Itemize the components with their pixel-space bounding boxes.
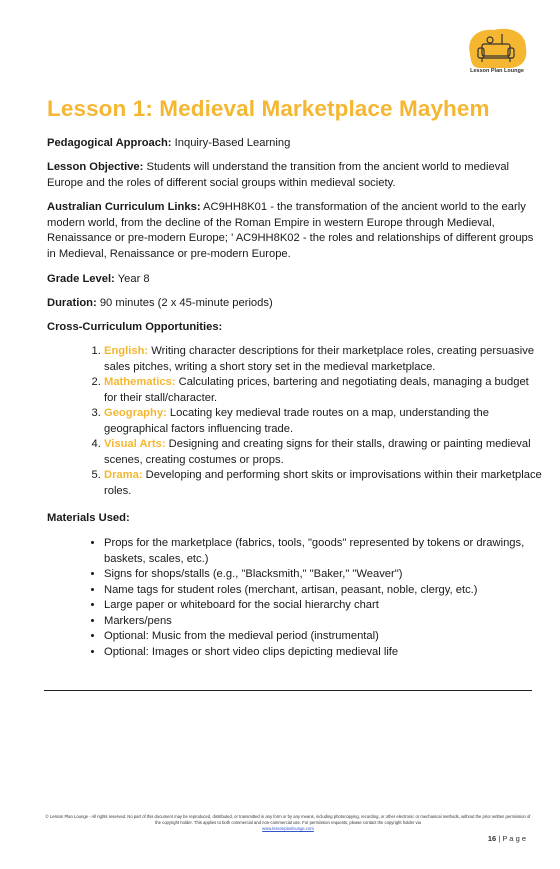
subject-drama: Drama <box>104 469 139 481</box>
objective-paragraph <box>47 160 537 191</box>
list-item: • Large paper or whiteboard for the social hierarchy chart <box>104 598 544 614</box>
subject-description: Locating key medieval trade routes on a map, understanding the geographical factors influencing trade. <box>104 407 489 435</box>
subject-geography: Geography <box>104 407 164 419</box>
subject-description: Calculating prices, bartering and negotiating deals, managing a budget for their stall/character. <box>104 376 529 404</box>
list-item: • Markers/pens <box>104 614 544 630</box>
objective-value: Students will understand the transition from the ancient world to medieval Europe and the roles of different social groups within medieval society. <box>47 161 510 189</box>
curriculum-label: Australian Curriculum Links: <box>47 201 201 213</box>
list-item: • Props for the marketplace (fabrics, tools, "goods" represented by tokens or drawings, baskets, scales, etc.) <box>104 536 544 567</box>
subject-separator: : <box>138 469 143 481</box>
list-item <box>104 406 544 437</box>
list-item: • Signs for shops/stalls (e.g., "Blacksmith," "Baker," "Weaver") <box>104 567 544 583</box>
cross-curriculum-heading <box>47 320 537 336</box>
duration-line <box>47 296 537 312</box>
subject-description: Designing and creating signs for their stalls, drawing or painting medieval scenes, creating costumes or props. <box>104 438 531 466</box>
grade-value: Year 8 <box>117 273 150 285</box>
list-item: • Optional: Music from the medieval period (instrumental) <box>104 629 544 645</box>
materials-heading-text: Materials Used: <box>47 512 130 524</box>
list-item <box>104 437 544 468</box>
objective-label: Lesson Objective: <box>47 161 144 173</box>
copyright-text: © Lesson Plan Lounge - All rights reserved. No part of this document may be reproduced, distributed, or transmitted in any form or by any means, including photocopying, recording, or other electronic or mechanical methods, without the prior written permission of the copyright holder. This applies to both commercial and non-commercial use. For permission requests, please contact the copyright holder via <box>45 814 531 825</box>
cross-curriculum-list <box>86 344 544 499</box>
curriculum-paragraph <box>47 200 537 262</box>
materials-list <box>86 536 544 660</box>
list-item: • Optional: Images or short video clips depicting medieval life <box>104 645 544 661</box>
duration-value: 90 minutes (2 x 45-minute periods) <box>99 297 273 309</box>
materials-heading <box>47 511 537 527</box>
page-number <box>488 834 526 843</box>
page-title: Lesson 1: Medieval Marketplace Mayhem <box>47 96 490 121</box>
subject-visual-arts: Visual Arts <box>104 438 162 450</box>
website-link[interactable]: www.lessonplanlounge.com <box>262 826 314 831</box>
curriculum-value: AC9HH8K01 - the transformation of the ancient world to the early modern world, from the decline of the Roman Empire in western Europe through Medieval, Renaissance or pre-modern Europe; ' AC9HH8K02 - the roles and relationships of different groups in Medieval, Renaissance or pre-modern Europe. <box>47 201 534 260</box>
approach-value: Inquiry-Based Learning <box>174 137 291 149</box>
grade-line <box>47 272 537 288</box>
page-number-value: 16 <box>487 834 497 843</box>
subject-separator: : <box>161 438 166 450</box>
list-item: • Name tags for student roles (merchant, artisan, peasant, noble, clergy, etc.) <box>104 583 544 599</box>
grade-label: Grade Level: <box>47 273 115 285</box>
list-item <box>104 344 544 375</box>
list-item <box>104 375 544 406</box>
approach-line <box>47 136 537 152</box>
duration-label: Duration: <box>47 297 97 309</box>
subject-separator: : <box>144 345 149 357</box>
subject-separator: : <box>163 407 167 419</box>
subject-english: English <box>104 345 145 357</box>
subject-description: Writing character descriptions for their marketplace roles, creating persuasive sales pitches, writing a short story set in the medieval marketplace. <box>104 345 535 373</box>
page-label: | P a g e <box>498 834 526 843</box>
copyright-footer <box>44 814 532 832</box>
subject-mathematics: Mathematics <box>104 376 172 388</box>
logo-text: Lesson Plan Lounge <box>470 68 524 74</box>
subject-description: Developing and performing short skits or improvisations within their marketplace roles. <box>104 469 542 497</box>
subject-separator: : <box>171 376 176 388</box>
approach-label: Pedagogical Approach: <box>47 137 172 149</box>
cross-curriculum-heading-text: Cross-Curriculum Opportunities: <box>47 321 223 333</box>
list-item <box>104 468 544 499</box>
divider <box>44 690 532 691</box>
